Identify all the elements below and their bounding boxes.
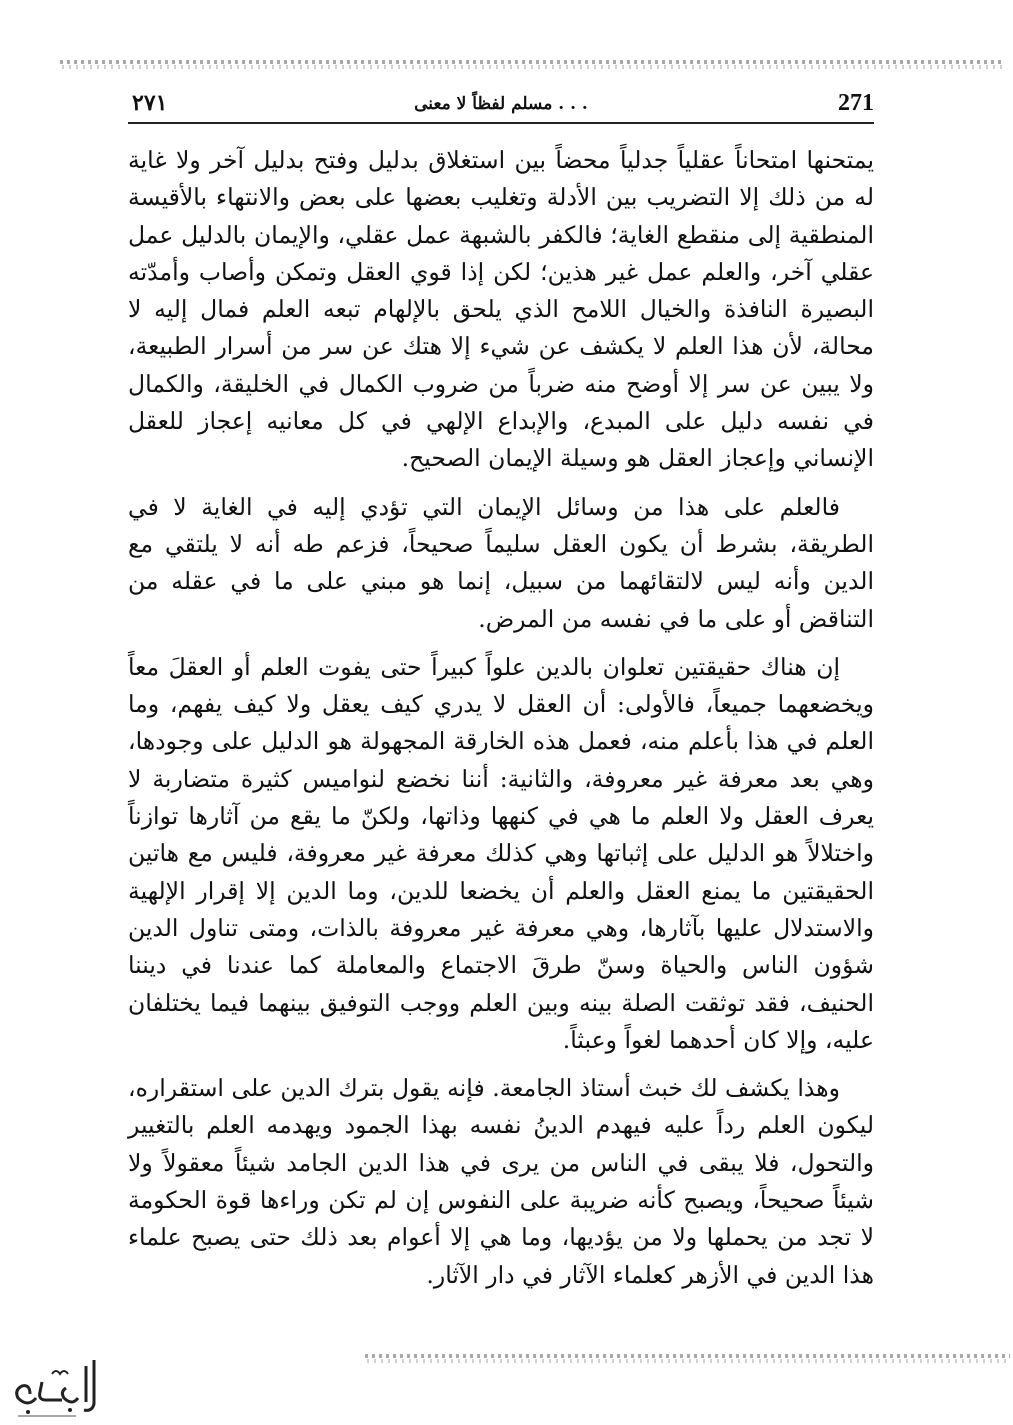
paragraph-3: إن هناك حقيقتين تعلوان بالدين علواً كبيراً حتى يفوت العلم أو العقلَ معاً ويخضعهما جميعاً، فالأولى: أن العقل لا يدري كيف يعقل ولا كيف يفهم، وما العلم في هذا بأعلم منه، فعمل هذه الخارقة المجهولة هو الدليل على وجودها، وهي بعد معرفة غير معروفة، والثانية: أننا نخضع لنواميس كثيرة متضاربة لا يعرف العقل ولا العلم ما هي في كنهها وذاتها، ولكنّ ما يقع من آثارها توازناً واختلالاً هو الدليل على إثباتها وهي كذلك معرفة غير معروفة، فليس مع هاتين الحقيقتين ما يمنع العقل والعلم أن يخضعا للدين، وما الدين إلا إقرار الإلهية والاستدلال عليها بآثارها، وهي معرفة غير معروفة بالذات، ومتى تناول الدين شؤون الناس والحياة وسنّ طرقَ الاجتماع والمعاملة كما عندنا في ديننا الحنيف، فقد توثقت الصلة بينه وبين العلم ووجب التوفيق بينهما فيما يختلفان عليه، وإلا كان أحدهما لغواً وعبثاً. — [128, 652, 874, 1054]
page-header — [128, 86, 874, 124]
paragraph-2: فالعلم على هذا من وسائل الإيمان التي تؤدي إليه في الغاية لا في الطريقة، بشرط أن يكون العقل سليماً صحيحاً، فزعم طه أنه لا يلتقي مع الدين وأنه ليس لالتقائهما من سبيل، إنما هو مبني على ما في عقله من التناقض أو على ما في نفسه من المرض. — [128, 492, 874, 633]
page-number-arabic: ٢٧١ — [132, 90, 168, 116]
paragraph-4: وهذا يكشف لك خبث أستاذ الجامعة. فإنه يقول بترك الدين على استقراره، ليكون العلم رداً عليه فيهدم الدينُ نفسه بهذا الجمود ويهدمه العلم بالتغيير والتحول، فلا يبقى في الناس من يرى في هذا الدين الجامد شيئاً معقولاً ولا شيئاً صحيحاً، ويصبح كأنه ضريبة على النفوس إن لم تكن وراءها قوة الحكومة لا تجد من يحملها ولا من يؤديها، وما هي إلا أعوام بعد ذلك حتى يصبح علماء هذا الدين في الأزهر كعلماء الآثار في دار الآثار. — [128, 1074, 874, 1289]
page-number-latin: 271 — [838, 90, 874, 116]
body-text — [128, 142, 874, 1294]
running-title: مسلم لفظاً لا معنى . . . — [414, 94, 588, 114]
bottom-ornament-border — [365, 1352, 1010, 1364]
top-ornament-border — [60, 58, 1005, 70]
calligraphy-stamp-logo — [6, 1352, 102, 1422]
paragraph-1: يمتحنها امتحاناً عقلياً جدلياً محضاً بين استغلاق بدليل وفتح بدليل آخر ولا غاية له من ذلك إلا التضريب بين الأدلة وتغليب بعضها على بعض والانتهاء بالأقيسة المنطقية إلى منقطع الغاية؛ فالكفر بالشبهة عمل عقلي، والإيمان بالدليل عمل عقلي آخر، والعلم عمل غير هذين؛ لكن إذا قوي العقل وتمكن وأصاب وأمدّته البصيرة النافذة والخيال اللامح الذي يلحق بالإلهام تبعه العلم فمال إليه لا محالة، لأن هذا العلم لا يكشف عن شيء إلا هتك عن سر من أسرار الطبيعة، ولا يبين عن سر إلا أوضح منه ضرباً من ضروب الكمال في الخليقة، والكمال في نفسه دليل على المبدع، والإبداع الإلهي في كل معانيه إعجاز للعقل الإنساني وإعجاز العقل هو وسيلة الإيمان الصحيح. — [128, 146, 874, 473]
calligraphy-logo-icon — [6, 1352, 102, 1422]
